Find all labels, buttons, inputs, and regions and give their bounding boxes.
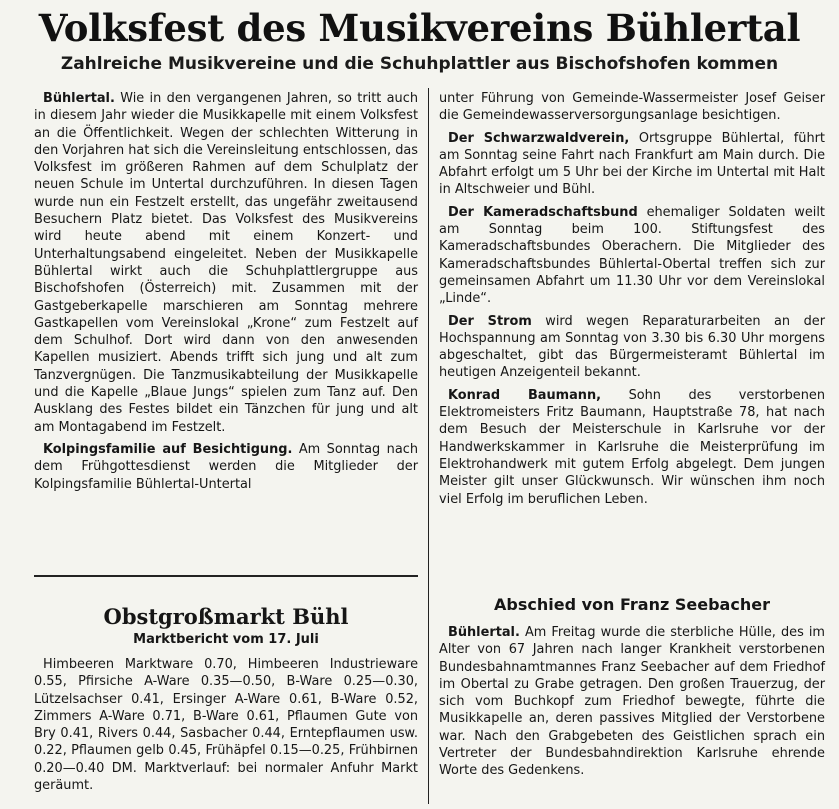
baumann-lead: Konrad Baumann, [448,387,602,403]
kameradschaftsbund-lead: Der Kameradschaftsbund [448,204,638,220]
column-divider [428,88,429,804]
kolping-continued: unter Führung von Gemeinde-Wassermeister Josef Geiser die Gemeindewasserversorgungsanlage besichtigen. [439,91,825,124]
abschied-article [439,624,825,785]
baumann-article [439,387,825,508]
kameradschaftsbund-article [439,204,825,308]
strom-lead: Der Strom [448,313,532,329]
kolping-lead: Kolpingsfamilie auf Besichtigung. [43,441,293,457]
headline: Volksfest des Musikvereins Bühlertal [38,6,801,50]
left-column [34,90,418,498]
baumann-text: Sohn des verstorbenen Elektromeisters Fritz Baumann, Hauptstraße 78, hat nach dem Besuch der Meisterschule in Karlsruhe vor der Handwerkskammer in Karlsruhe die Meisterprüfung im Elektrohandwerk mit gutem Erfolg abgelegt. Dem jungen Meister gilt unser Glückwunsch. Wir wünschen ihm noch viel Erfolg im beruflichen Leben. [439,387,825,507]
main-article-lead: Bühlertal. [43,91,115,106]
market-text: Himbeeren Marktware 0.70, Himbeeren Industrieware 0.55, Pfirsiche A-Ware 0.35—0.50, B-Ware 0.25—0.30, Lützelsachser 0.41, Ersinger A-Ware 0.61, B-Ware 0.52, Zimmers A-Ware 0.71, B-Ware 0.61, Pflaumen Gute von Bry 0.41, Rivers 0.44, Sasbacher 0.44, Erntepflaumen usw. 0.22, Pflaumen gelb 0.45, Frühäpfel 0.15—0.25, Frühbirnen 0.20—0.40 DM. Marktverlauf: bei normaler Anfuhr Markt geräumt. [34,657,418,794]
schwarzwaldverein-lead: Der Schwarzwaldverein, [448,130,630,146]
market-subtitle: Marktbericht vom 17. Juli [133,632,319,647]
kolping-article [34,441,418,493]
section-divider [34,575,418,577]
main-article-text: Wie in den vergangenen Jahren, so tritt auch in diesem Jahr wieder die Musikkapelle mit einem Volksfest an die Öffentlichkeit. Wegen der schlechten Witterung in den Vorjahren hat sich die Vereinsleitung entschlossen, das Volksfest im größeren Rahmen auf dem Schulplatz der neuen Schule im Untertal durchzuführen. In diesen Tagen wurde nun ein Festzelt erstellt, das ungefähr zweitausend Besuchern Platz bietet. Das Volksfest des Musikvereins wird heute abend mit einem Konzert- und Unterhaltungsabend eingeleitet. Neben der Musikkapelle Bühlertal wirkt auch die Schuhplattlergruppe aus Bischofshofen (Österreich) mit. Zusammen mit der Gastgeberkapelle marschieren am Sonntag mehrere Gastkapellen vom Vereinslokal „Krone“ zum Festzelt auf dem Schulhof. Dort wird dann von den anwesenden Kapellen musiziert. Abends trifft sich jung und alt zum Tanzvergnügen. Die Tanzmusikabteilung der Musikkapelle und die Kapelle „Blaue Jungs“ spielen zum Tanz auf. Den Ausklang des Festes bildet ein Tänzchen für jung und alt am Montagabend im Festzelt. [34,91,418,435]
kolping-text: Am Sonntag nach dem Frühgottesdienst werden die Mitglieder der Kolpingsfamilie Bühlertal-Untertal [34,441,418,492]
abschied-lead: Bühlertal. [448,625,520,640]
subheadline: Zahlreiche Musikvereine und die Schuhplattler aus Bischofshofen kommen [60,54,779,74]
kameradschaftsbund-text: ehemaliger Soldaten weilt am Sonntag beim 100. Stiftungsfest des Kameradschaftsbundes Oberachern. Die Mitglieder des Kameradschaftsbundes Bühlertal-Obertal treffen sich zur gemeinsamen Abfahrt um 11.30 Uhr vor dem Vereinslokal „Linde“. [439,204,825,307]
schwarzwaldverein-article [439,130,825,199]
strom-text: wird wegen Reparaturarbeiten an der Hochspannung am Sonntag von 3.30 bis 6.30 Uhr morgens abgeschaltet, gibt das Bürgermeisteramt Bühlertal im heutigen Anzeigenteil bekannt. [439,313,826,381]
strom-article [439,313,825,382]
market-title: Obstgroßmarkt Bühl [103,604,349,629]
abschied-text: Am Freitag wurde die sterbliche Hülle, des im Alter von 67 Jahren nach langer Krankheit verstorbenen Bundesbahnamtmannes Franz Seebacher auf dem Friedhof im Obertal zu Grabe getragen. Den großen Trauerzug, der sich vom Buchkopf zum Friedhof bewegte, führte die Musikkapelle an, deren passives Mitglied der Verstorbene war. Nach den Grabgebeten des Geistlichen sprach ein Vertreter der Bundesbahndirektion Karlsruhe ehrende Worte des Gedenkens. [439,625,825,779]
abschied-title: Abschied von Franz Seebacher [494,595,770,614]
right-column [439,90,825,513]
schwarzwaldverein-text: Ortsgruppe Bühlertal, führt am Sonntag seine Fahrt nach Frankfurt am Main durch. Die Abfahrt erfolgt um 5 Uhr bei der Kirche im Untertal mit Halt in Altschweier und Bühl. [439,130,825,198]
main-article [34,90,418,436]
market-report [34,656,418,799]
